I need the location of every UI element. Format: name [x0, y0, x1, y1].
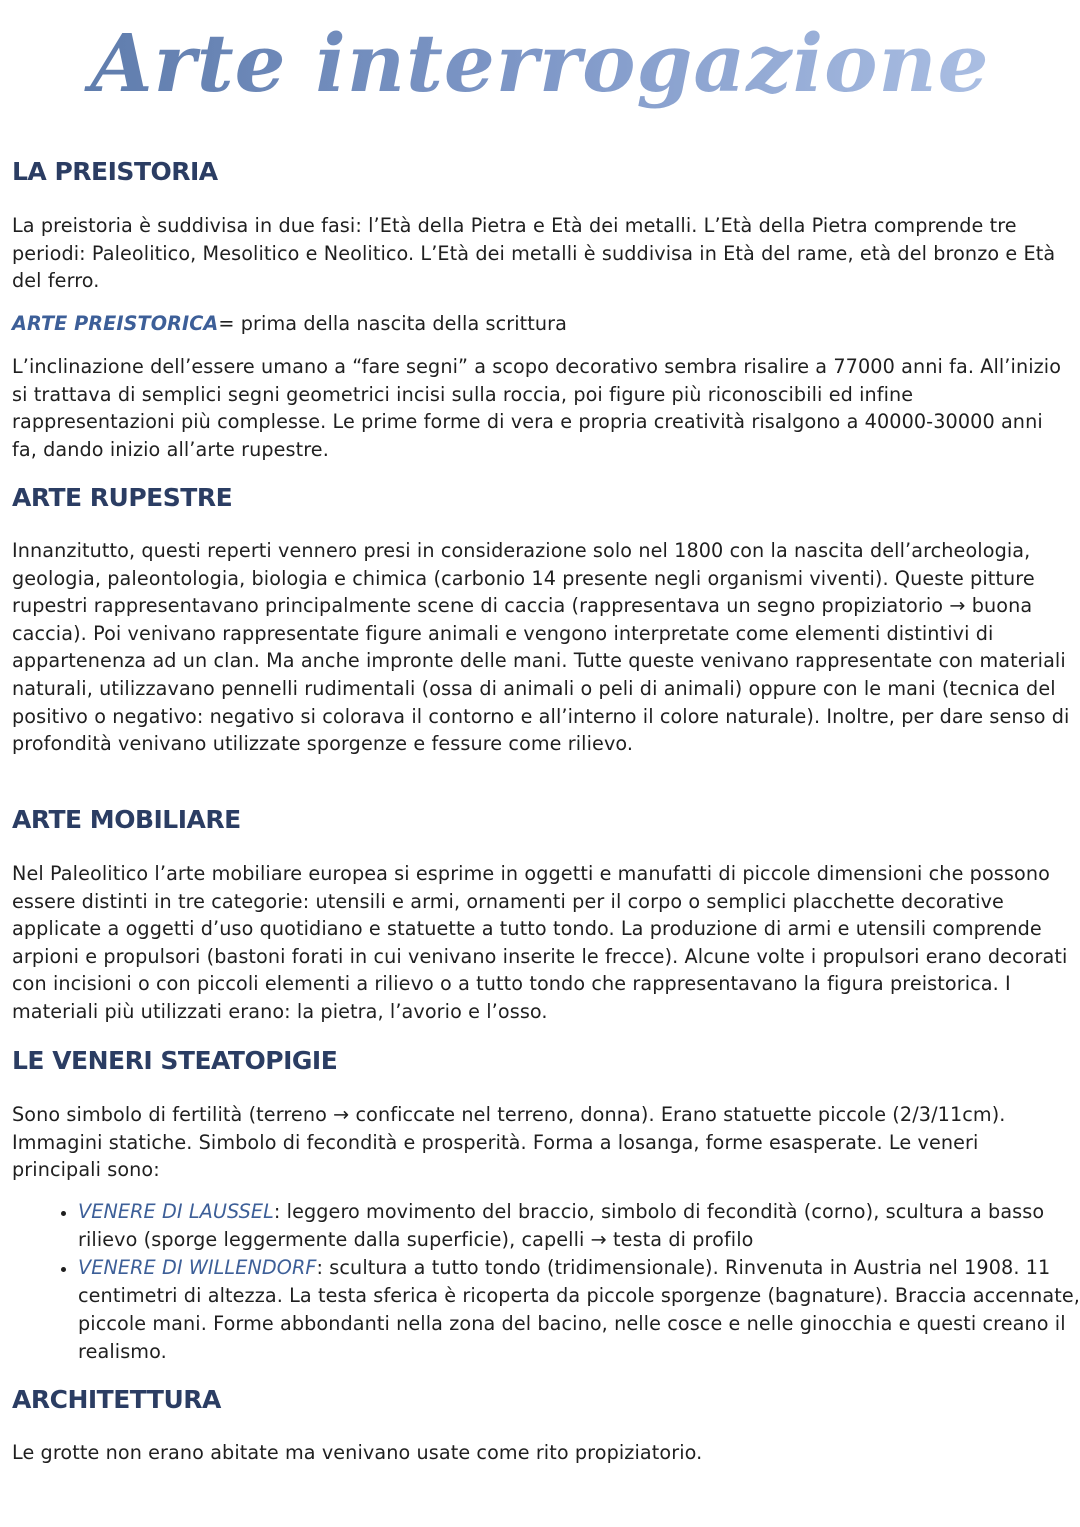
venere-laussel-term: VENERE DI LAUSSEL: [78, 1200, 274, 1223]
section-heading-veneri: LE VENERI STEATOPIGIE: [12, 1046, 338, 1075]
section-heading-mobiliare: ARTE MOBILIARE: [12, 805, 241, 834]
venere-willendorf-text: : scultura a tutto tondo (tridimensionale). Rinvenuta in Austria nel 1908. 11 centimetri di altezza. La testa sferica è ricoperta da piccole sporgenze (bagnature). Braccia accennate, piccole mani. Forme abbondanti nella zona del bacino, nelle cosce e nelle ginocchia e questi creano il realismo.: [78, 1256, 1080, 1363]
section-heading-architettura: ARCHITETTURA: [12, 1385, 221, 1414]
paragraph-mobiliare: Nel Paleolitico l’arte mobiliare europea si esprime in oggetti e manufatti di piccole dimensioni che possono essere distinti in tre categorie: utensili e armi, ornamenti per il corpo o semplici placchette decorative applicate a oggetti d’uso quotidiano e statuette a tutto tondo. La produzione di armi e utensili comprende arpioni e propulsori (bastoni forati in cui venivano inserite le frecce). Alcune volte i propulsori erano decorati con incisioni o con piccoli elementi a rilievo o a tutto tondo che rappresentavano la figura preistorica. I materiali più utilizzati erano: la pietra, l’avorio e l’osso.: [12, 862, 1068, 1023]
list-item-venere-laussel: [78, 1198, 1080, 1254]
paragraph-preistoria-intro: La preistoria è suddivisa in due fasi: l’Età della Pietra e Età dei metalli. L’Età della Pietra comprende tre periodi: Paleolitico, Mesolitico e Neolitico. L’Età dei metalli è suddivisa in Età del rame, età del bronzo e Età del ferro.: [12, 214, 1056, 293]
paragraph-architettura: Le grotte non erano abitate ma venivano usate come rito propiziatorio.: [12, 1441, 703, 1464]
definition-term: ARTE PREISTORICA: [12, 312, 219, 335]
venere-willendorf-term: VENERE DI WILLENDORF: [78, 1256, 317, 1279]
definition-text: = prima della nascita della scrittura: [218, 312, 568, 335]
section-heading-preistoria: LA PREISTORIA: [12, 157, 218, 186]
paragraph-rupestre: Innanzitutto, questi reperti vennero presi in considerazione solo nel 1800 con la nascita dell’archeologia, geologia, paleontologia, biologia e chimica (carbonio 14 presente negli organismi viventi). Queste pitture rupestri rappresentavano principalmente scene di caccia (rappresentava un segno propiziatorio → buona caccia). Poi venivano rappresentate figure animali e vengono interpretate come elementi distintivi di appartenenza ad un clan. Ma anche impronte delle mani. Tutte queste venivano rappresentate con materiali naturali, utilizzavano pennelli rudimentali (ossa di animali o peli di animali) oppure con le mani (tecnica del positivo o negativo: negativo si colorava il contorno e all’interno il colore naturale). Inoltre, per dare senso di profondità venivano utilizzate sporgenze e fessure come rilievo.: [12, 539, 1070, 756]
venere-laussel-text: : leggero movimento del braccio, simbolo di fecondità (corno), scultura a basso rilievo (sporge leggermente dalla superficie), capelli → testa di profilo: [78, 1200, 1045, 1251]
page-title: Arte interrogazione: [0, 8, 1080, 118]
section-heading-rupestre: ARTE RUPESTRE: [12, 483, 233, 512]
definition-arte-preistorica: [12, 310, 1070, 338]
paragraph-preistoria-body: L’inclinazione dell’essere umano a “fare segni” a scopo decorativo sembra risalire a 77000 anni fa. All’inizio si trattava di semplici segni geometrici incisi sulla roccia, poi figure più riconoscibili ed infine rappresentazioni più complesse. Le prime forme di vera e propria creatività risalgono a 40000-30000 anni fa, dando inizio all’arte rupestre.: [12, 355, 1062, 461]
veneri-list: [40, 1198, 1080, 1366]
paragraph-veneri: Sono simbolo di fertilità (terreno → conficcate nel terreno, donna). Erano statuette piccole (2/3/11cm). Immagini statiche. Simbolo di fecondità e prosperità. Forma a losanga, forme esasperate. Le veneri principali sono:: [12, 1103, 1006, 1182]
list-item-venere-willendorf: [78, 1254, 1080, 1366]
